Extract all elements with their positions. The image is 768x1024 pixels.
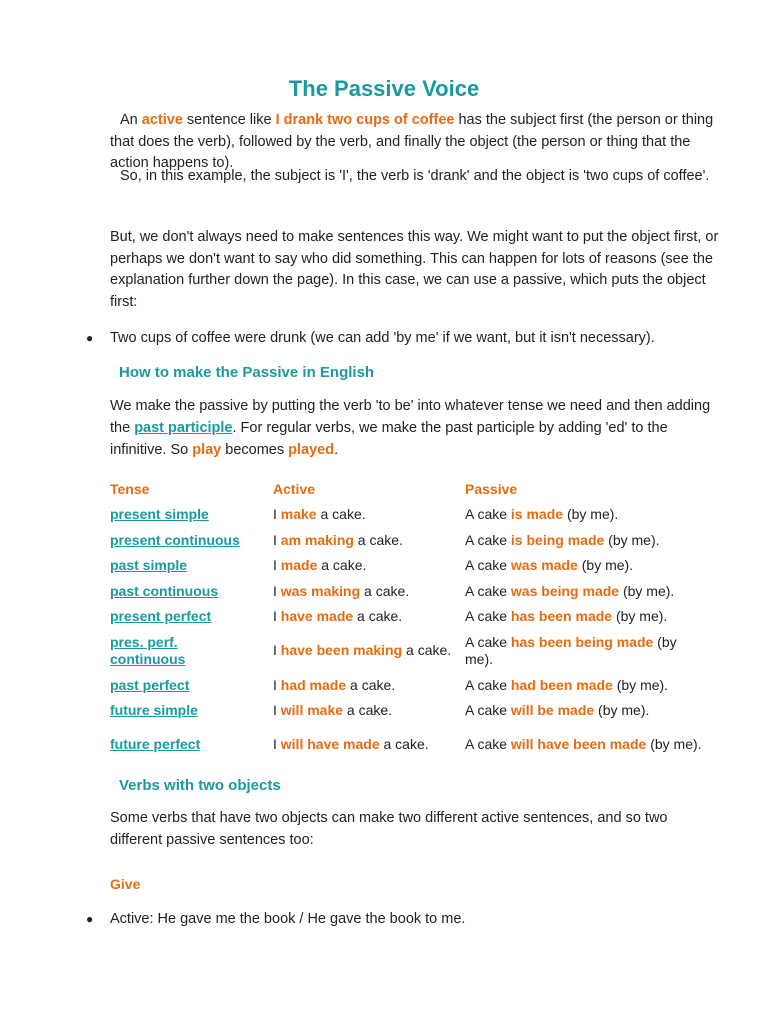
- section-heading-how-to: How to make the Passive in English: [119, 364, 375, 381]
- text-span: An: [120, 112, 142, 128]
- give-heading: Give: [110, 876, 141, 892]
- passive-cell: A cake is being made (by me).: [465, 531, 660, 548]
- highlight-played: played: [288, 442, 335, 458]
- active-cell: I make a cake.: [273, 506, 366, 522]
- tense-link-future-perfect[interactable]: future perfect: [110, 736, 201, 753]
- tense-link-past-simple[interactable]: past simple: [110, 557, 188, 573]
- how-to-paragraph: [110, 395, 722, 461]
- active-cell: I made a cake.: [273, 557, 367, 573]
- passive-cell: A cake has been being made (by me).: [465, 634, 677, 667]
- intro-paragraph-3: But, we don't always need to make sentences this way. We might want to put the object first, or perhaps we don't want to say who did something. This can happen for lots of reasons (see the explanation further down the page). In this case, we can use a passive, which puts the object first:: [110, 229, 719, 310]
- page-title: The Passive Voice: [288, 76, 480, 101]
- header-active: Active: [273, 480, 316, 497]
- active-cell: I will have made a cake.: [273, 736, 429, 753]
- past-participle-link[interactable]: past participle: [134, 420, 233, 436]
- text-span: .: [334, 442, 339, 458]
- bullet-dot: ●: [86, 331, 94, 345]
- passive-cell: A cake was being made (by me).: [465, 582, 675, 599]
- active-cell: I had made a cake.: [273, 676, 396, 693]
- tense-table: [104, 476, 709, 766]
- section-heading-two-objects: Verbs with two objects: [119, 777, 281, 794]
- tense-link-future-simple[interactable]: future simple: [110, 702, 198, 718]
- passive-cell: A cake has been made (by me).: [465, 608, 668, 624]
- tense-link-pres-perf-continuous[interactable]: pres. perf. continuous: [110, 634, 186, 667]
- header-passive: Passive: [465, 480, 518, 497]
- active-cell: I have been making a cake.: [273, 642, 452, 659]
- text-span: sentence like: [182, 112, 276, 128]
- bullet-item: Active: He gave me the book / He gave the book to me.: [110, 911, 466, 927]
- passive-cell: A cake will have been made (by me).: [465, 736, 702, 753]
- text-span: has the subject first (the person or thing that does the verb), followed by the verb, and finally the object (the person or thing that the action happens to).: [110, 112, 714, 171]
- active-cell: I have made a cake.: [273, 608, 403, 624]
- table-row: [104, 578, 709, 604]
- intro-paragraph-2: So, in this example, the subject is 'I', the verb is 'drank' and the object is 'two cups of coffee'.: [120, 168, 710, 184]
- table-header-row: [104, 476, 709, 502]
- passive-cell: A cake was made (by me).: [465, 557, 634, 573]
- text-span: becomes: [221, 442, 289, 458]
- header-tense: Tense: [110, 480, 150, 497]
- table-row: [104, 723, 709, 766]
- table-row: [104, 629, 709, 672]
- two-objects-paragraph: Some verbs that have two objects can make two different active sentences, and so two different passive sentences too:: [110, 810, 668, 848]
- table-row: [104, 672, 709, 698]
- tense-link-past-continuous[interactable]: past continuous: [110, 582, 219, 599]
- passive-cell: A cake will be made (by me).: [465, 702, 650, 718]
- text-span: . For regular verbs, we make the past participle by adding 'ed' to the infinitive. So: [110, 420, 668, 458]
- highlight-active: active: [141, 112, 183, 128]
- active-cell: I will make a cake.: [273, 702, 393, 718]
- active-cell: I was making a cake.: [273, 582, 410, 599]
- table-row: [104, 502, 709, 528]
- table-row: [104, 698, 709, 724]
- table-row: [104, 527, 709, 553]
- tense-link-present-simple[interactable]: present simple: [110, 506, 209, 522]
- tense-link-present-perfect[interactable]: present perfect: [110, 608, 212, 624]
- bullet-item: Two cups of coffee were drunk (we can add 'by me' if we want, but it isn't necessary).: [110, 330, 655, 346]
- active-cell: I am making a cake.: [273, 531, 403, 548]
- highlight-play: play: [192, 442, 222, 458]
- text-span: We make the passive by putting the verb 'to be' into whatever tense we need and then adding the: [110, 398, 711, 436]
- passive-cell: A cake had been made (by me).: [465, 676, 669, 693]
- highlight-example: I drank two cups of coffee: [275, 112, 455, 128]
- tense-link-past-perfect[interactable]: past perfect: [110, 676, 190, 693]
- table-row: [104, 553, 709, 579]
- passive-cell: A cake is made (by me).: [465, 506, 619, 522]
- tense-link-present-continuous[interactable]: present continuous: [110, 531, 240, 548]
- bullet-dot: ●: [86, 912, 94, 926]
- table-row: [104, 604, 709, 630]
